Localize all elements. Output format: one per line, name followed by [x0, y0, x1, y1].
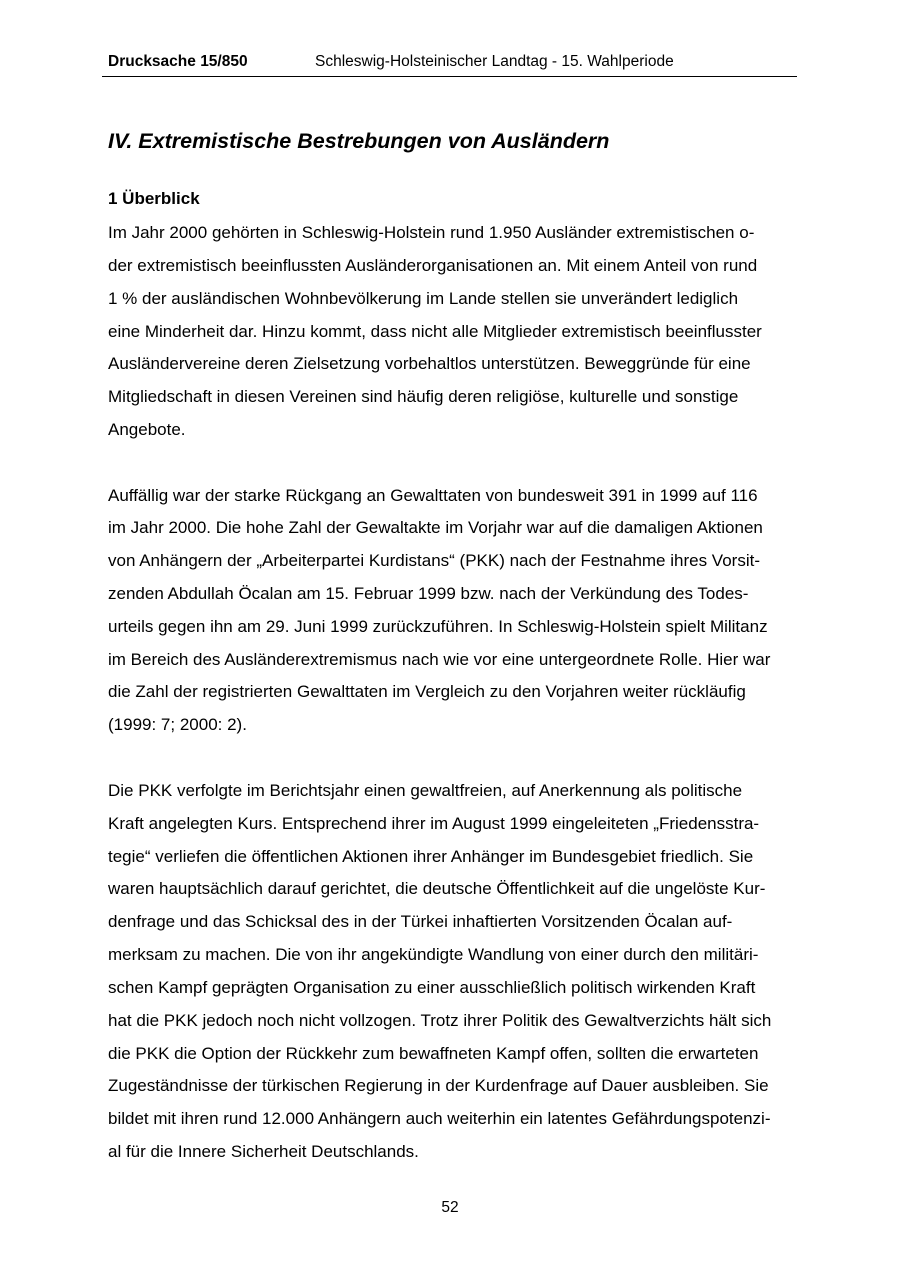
text-line: Zugeständnisse der türkischen Regierung in der Kurdenfrage auf Dauer ausbleiben. Sie	[108, 1076, 769, 1095]
text-line: bildet mit ihren rund 12.000 Anhängern auch weiterhin ein latentes Gefährdungspotenzi-	[108, 1109, 771, 1128]
text-line: schen Kampf geprägten Organisation zu einer ausschließlich politisch wirkenden Kraft	[108, 978, 756, 997]
text-line: Auffällig war der starke Rückgang an Gewalttaten von bundesweit 391 in 1999 auf 116	[108, 486, 758, 505]
text-line: im Bereich des Ausländerextremismus nach wie vor eine untergeordnete Rolle. Hier war	[108, 650, 771, 669]
text-line: waren hauptsächlich darauf gerichtet, die deutsche Öffentlichkeit auf die ungelöste Kur-	[108, 879, 766, 898]
parliament-title: Schleswig-Holsteinischer Landtag - 15. Wahlperiode	[315, 53, 674, 70]
page-header	[102, 52, 797, 77]
text-line: von Anhängern der „Arbeiterpartei Kurdistans“ (PKK) nach der Festnahme ihres Vorsit-	[108, 551, 760, 570]
text-line: die Zahl der registrierten Gewalttaten im Vergleich zu den Vorjahren weiter rückläufig	[108, 682, 746, 701]
page-number: 52	[441, 1199, 459, 1216]
text-line: im Jahr 2000. Die hohe Zahl der Gewaltakte im Vorjahr war auf die damaligen Aktionen	[108, 518, 763, 537]
text-line: die PKK die Option der Rückkehr zum bewaffneten Kampf offen, sollten die erwarteten	[108, 1044, 759, 1063]
text-line: der extremistisch beeinflussten Ausländerorganisationen an. Mit einem Anteil von rund	[108, 256, 758, 275]
text-line: Im Jahr 2000 gehörten in Schleswig-Holstein rund 1.950 Ausländer extremistischen o-	[108, 223, 755, 242]
text-line: tegie“ verliefen die öffentlichen Aktionen ihrer Anhänger im Bundesgebiet friedlich. Sie	[108, 847, 754, 866]
text-line: hat die PKK jedoch noch nicht vollzogen. Trotz ihrer Politik des Gewaltverzichts hält sich	[108, 1011, 772, 1030]
document-number: Drucksache 15/850	[108, 53, 248, 70]
text-line: zenden Abdullah Öcalan am 15. Februar 1999 bzw. nach der Verkündung des Todes-	[108, 584, 749, 603]
text-line: Die PKK verfolgte im Berichtsjahr einen gewaltfreien, auf Anerkennung als politische	[108, 781, 743, 800]
section-title: 1 Überblick	[108, 189, 200, 208]
text-line: 1 % der ausländischen Wohnbevölkerung im Lande stellen sie unverändert lediglich	[108, 289, 739, 308]
chapter-title: IV. Extremistische Bestrebungen von Ausländern	[108, 129, 610, 153]
text-line: (1999: 7; 2000: 2).	[108, 715, 247, 734]
text-line: Angebote.	[108, 420, 186, 439]
text-line: eine Minderheit dar. Hinzu kommt, dass nicht alle Mitglieder extremistisch beeinflusster	[108, 322, 762, 341]
text-line: Mitgliedschaft in diesen Vereinen sind häufig deren religiöse, kulturelle und sonstige	[108, 387, 739, 406]
text-line: merksam zu machen. Die von ihr angekündigte Wandlung von einer durch den militäri-	[108, 945, 759, 964]
text-line: urteils gegen ihn am 29. Juni 1999 zurückzuführen. In Schleswig-Holstein spielt Militanz	[108, 617, 768, 636]
text-line: al für die Innere Sicherheit Deutschlands.	[108, 1142, 419, 1161]
text-line: denfrage und das Schicksal des in der Türkei inhaftierten Vorsitzenden Öcalan auf-	[108, 912, 733, 931]
text-line: Ausländervereine deren Zielsetzung vorbehaltlos unterstützen. Beweggründe für eine	[108, 354, 751, 373]
text-line: Kraft angelegten Kurs. Entsprechend ihrer im August 1999 eingeleiteten „Friedensstra-	[108, 814, 760, 833]
